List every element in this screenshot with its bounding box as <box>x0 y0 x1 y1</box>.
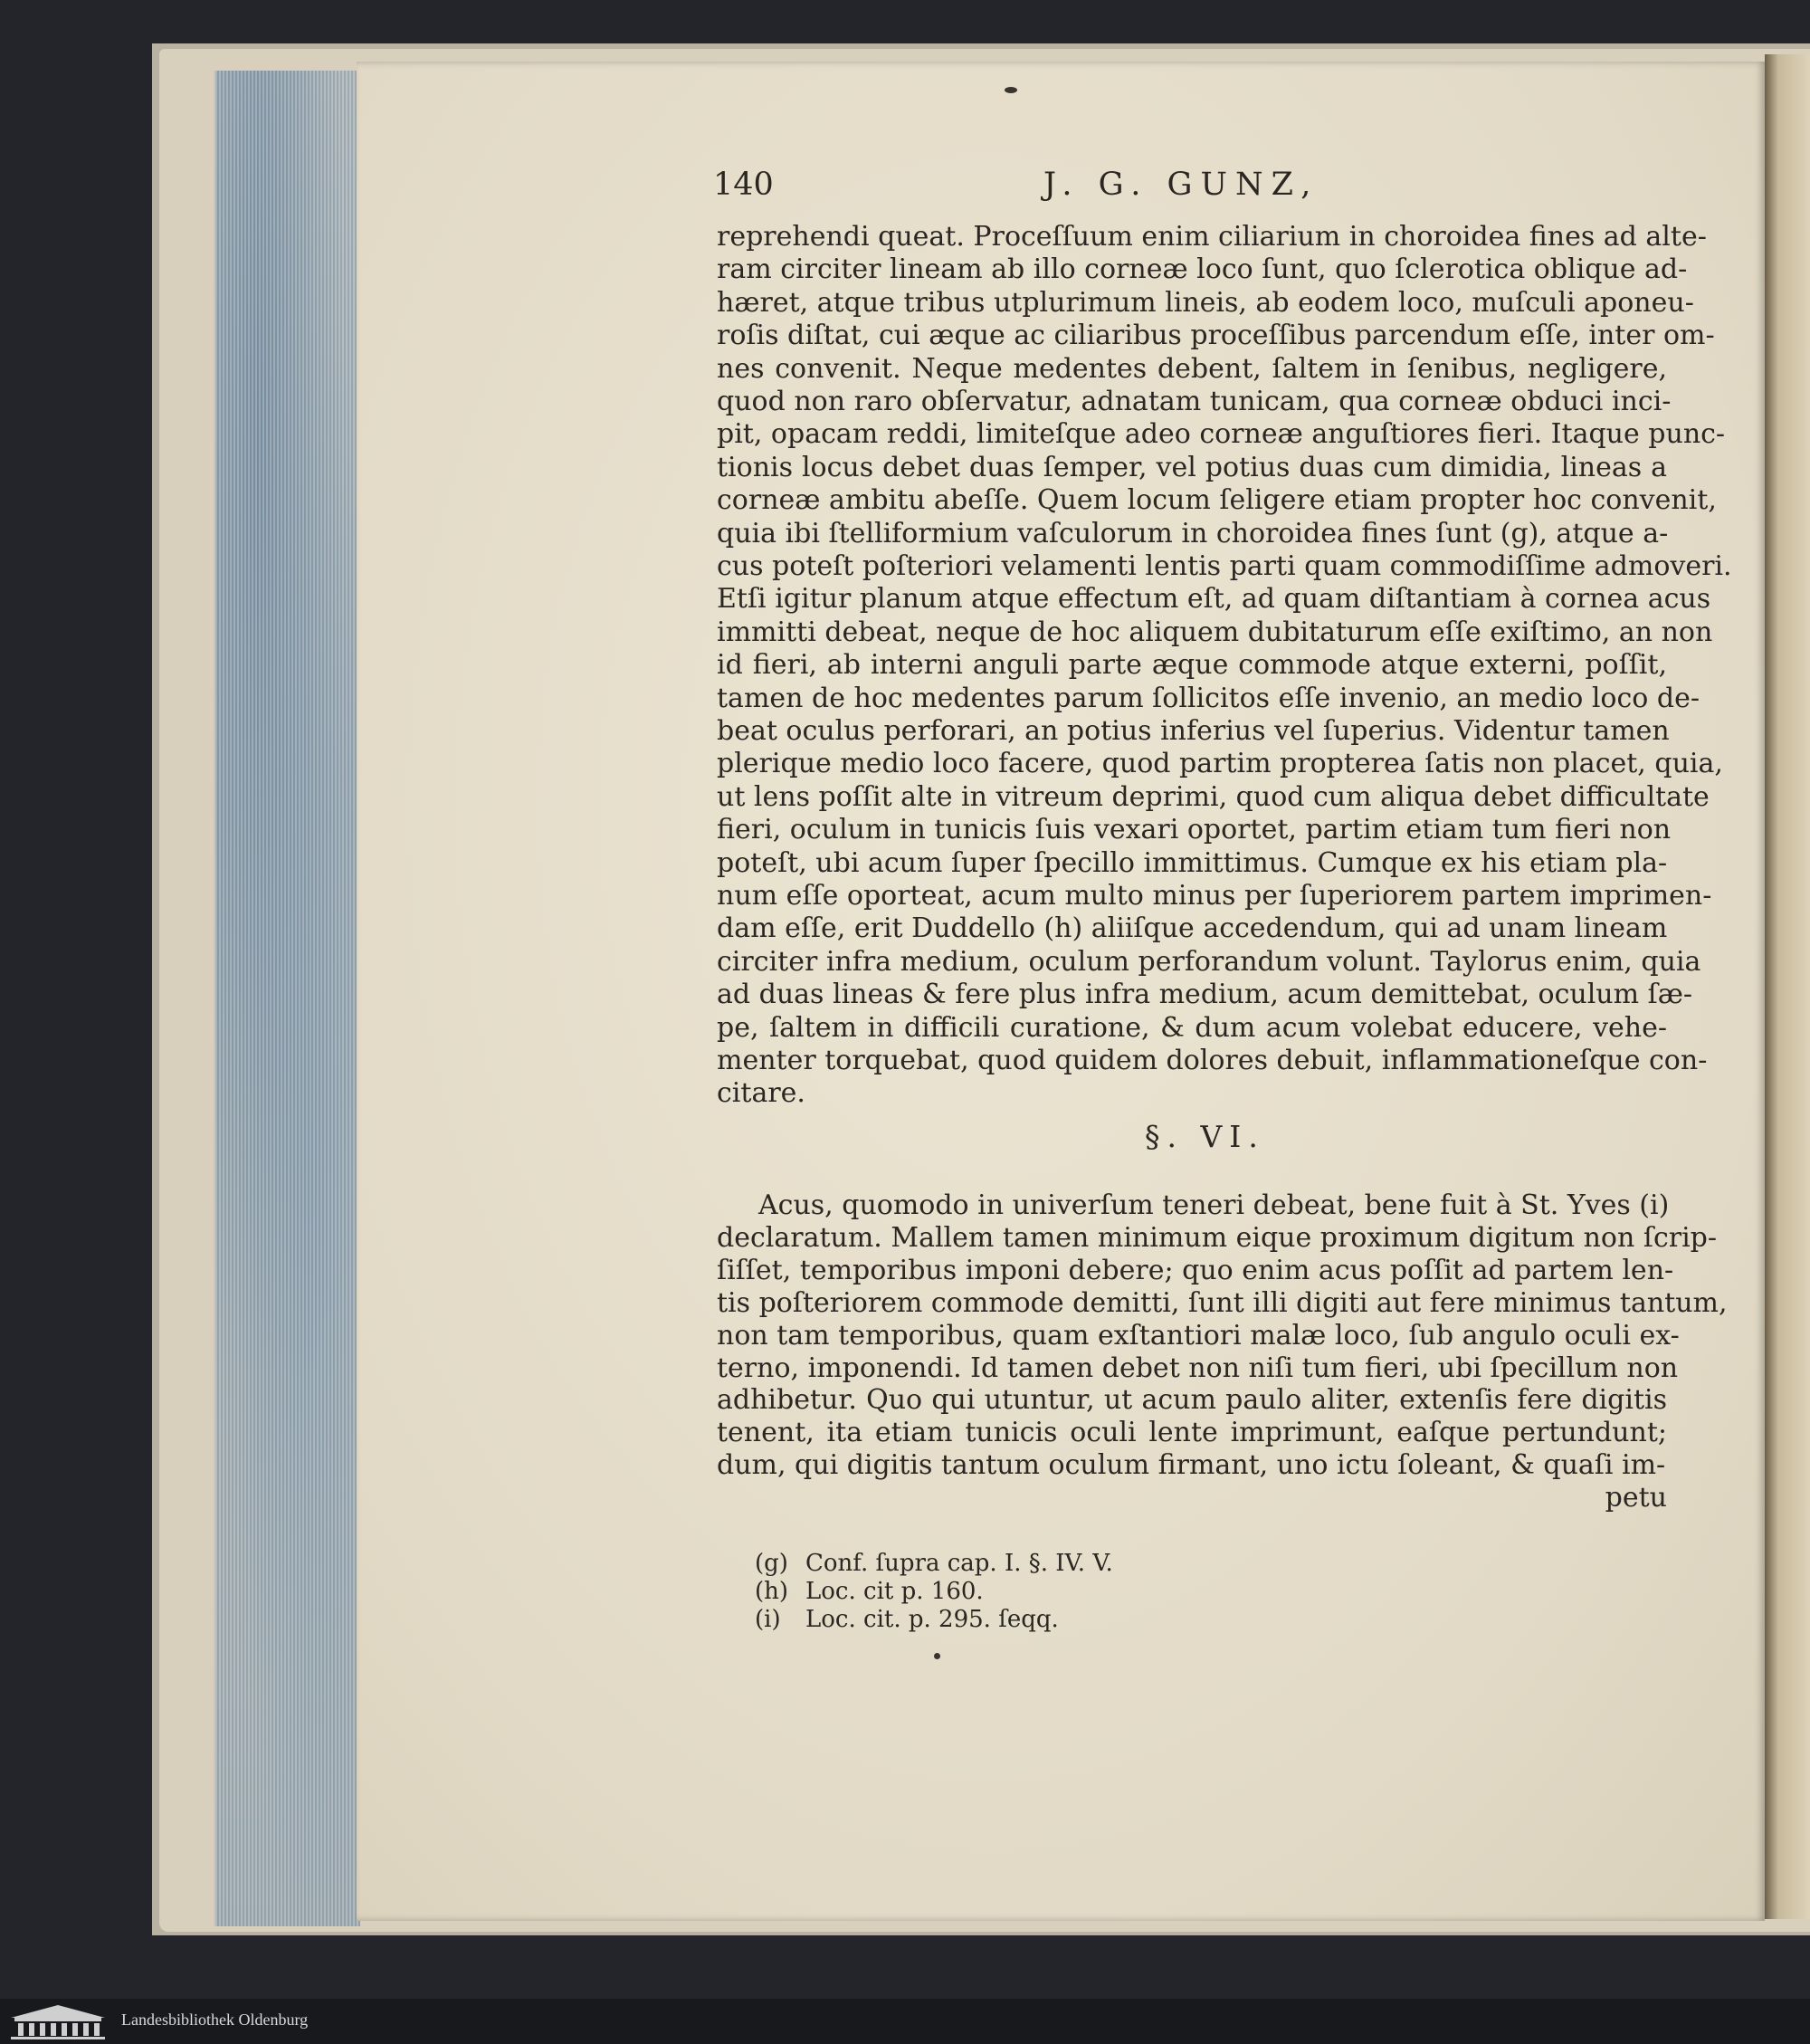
footnote <box>755 1606 1113 1634</box>
text-line: tis poſteriorem commode demitti, ſunt illi digiti aut fere minimus tantum, <box>717 1286 1728 1319</box>
text-line: citare. <box>717 1077 805 1110</box>
page-header <box>713 167 1347 210</box>
text-line: fieri, oculum in tunicis ſuis vexari oportet, partim etiam tum fieri non <box>717 814 1672 846</box>
ink-speck <box>1005 87 1017 93</box>
text-line: id fieri, ab interni anguli parte æque commode atque externi, poſſit, <box>717 649 1667 682</box>
text-line: ſiſſet, temporibus imponi debere; quo enim acus poſſit ad partem len- <box>717 1254 1674 1286</box>
text-line: tamen de hoc medentes parum ſollicitos eſſe invenio, an medio loco de- <box>717 682 1700 714</box>
text-line: dum, qui digitis tantum oculum firmant, uno ictu ſoleant, & quaſi im- <box>717 1449 1666 1482</box>
footnote <box>755 1578 1113 1606</box>
footnote-mark: (i) <box>755 1606 781 1633</box>
text-line: pe, ſaltem in difficili curatione, & dum acum volebat educere, vehe- <box>717 1011 1667 1044</box>
text-line: tenent, ita etiam tunicis oculi lente imprimunt, eaſque pertundunt; <box>717 1417 1667 1449</box>
text-line: Acus, quomodo in univerſum teneri debeat, bene fuit à St. Yves (i) <box>758 1189 1670 1221</box>
ink-speck <box>934 1653 940 1659</box>
text-line: num eſſe oporteat, acum multo minus per ſuperiorem partem imprimen- <box>717 880 1712 912</box>
text-line: quod non raro obſervatur, adnatam tunicam, qua corneæ obduci inci- <box>717 386 1672 417</box>
text-line: ut lens poſſit alte in vitreum deprimi, quod cum aliqua debet difficultate <box>717 780 1710 813</box>
text-line: declaratum. Mallem tamen minimum eique proximum digitum non ſcrip- <box>717 1221 1718 1254</box>
text-line: immitti debeat, neque de hoc aliquem dubitaturum eſſe exiſtimo, an non <box>717 616 1713 648</box>
footnote-mark: (h) <box>755 1578 789 1605</box>
footnote-text: Conf. ſupra cap. I. §. IV. V. <box>805 1550 1113 1577</box>
text-line: beat oculus perforari, an potius inferius vel ſuperius. Videntur tamen <box>717 715 1670 747</box>
text-line: non tam temporibus, quam exſtantiori malæ loco, ſub angulo oculi ex- <box>717 1319 1680 1352</box>
footnote-mark: (g) <box>755 1550 788 1577</box>
text-line: Etſi igitur planum atque effectum eſt, ad quam diſtantiam à cornea acus <box>717 583 1711 616</box>
footnote <box>755 1550 1113 1578</box>
text-line: dam eſſe, erit Duddello (h) aliiſque accedendum, qui ad unam lineam <box>717 912 1668 945</box>
text-line: ad duas lineas & fere plus infra medium, acum demittebat, oculum ſæ- <box>717 979 1693 1011</box>
text-line: corneæ ambitu abeſſe. Quem locum ſeligere etiam propter hoc convenit, <box>717 484 1717 517</box>
section-heading: §. VI. <box>1145 1119 1265 1154</box>
text-line: reprehendi queat. Proceſſuum enim ciliarium in choroidea fines ad alte- <box>717 221 1707 253</box>
text-line: quia ibi ſtelliformium vaſculorum in choroidea fines ſunt (g), atque a- <box>717 517 1669 549</box>
library-name: Landesbibliothek Oldenburg <box>121 2011 309 2029</box>
text-line: ram circiter lineam ab illo corneæ loco ſunt, quo ſclerotica oblique ad- <box>717 253 1688 286</box>
page-number: 140 <box>713 167 774 203</box>
library-building-icon <box>7 2001 109 2041</box>
text-line: terno, imponendi. Id tamen debet non niſi tum fieri, ubi ſpecillum non <box>717 1352 1679 1384</box>
catchword: petu <box>1605 1482 1667 1514</box>
footnote-text: Loc. cit p. 160. <box>805 1578 984 1605</box>
page-fore-edge <box>214 71 360 1926</box>
text-line: pit, opacam reddi, limiteſque adeo corneæ anguſtiores fieri. Itaque punc- <box>717 418 1726 451</box>
text-line: circiter infra medium, oculum perforandum volunt. Taylorus enim, quia <box>717 945 1701 978</box>
text-line: adhibetur. Quo qui utuntur, ut acum paulo aliter, extenſis fere digitis <box>717 1384 1667 1417</box>
text-line: cus poteſt poſteriori velamenti lentis parti quam commodiſſime admoveri. <box>717 550 1732 582</box>
text-line: roſis diſtat, cui æque ac ciliaribus proceſſibus parcendum eſſe, inter om- <box>717 320 1715 352</box>
footnote-text: Loc. cit. p. 295. ſeqq. <box>805 1606 1059 1633</box>
running-title: J. G. GUNZ, <box>1043 167 1319 203</box>
text-line: hæret, atque tribus utplurimum lineis, ab eodem loco, muſculi aponeu- <box>717 286 1694 319</box>
footnotes <box>755 1550 1113 1634</box>
facing-page-edge <box>1765 54 1810 1919</box>
text-line: plerique medio loco facere, quod partim propterea ſatis non placet, quia, <box>717 748 1723 780</box>
text-line: nes convenit. Neque medentes debent, ſaltem in ſenibus, negligere, <box>717 352 1667 385</box>
text-line: poteſt, ubi acum ſuper ſpecillo immittimus. Cumque ex his etiam pla- <box>717 846 1668 879</box>
text-line: menter torquebat, quod quidem dolores debuit, inflammationeſque con- <box>717 1045 1708 1076</box>
text-line: tionis locus debet duas ſemper, vel potius duas cum dimidia, lineas a <box>717 451 1667 483</box>
